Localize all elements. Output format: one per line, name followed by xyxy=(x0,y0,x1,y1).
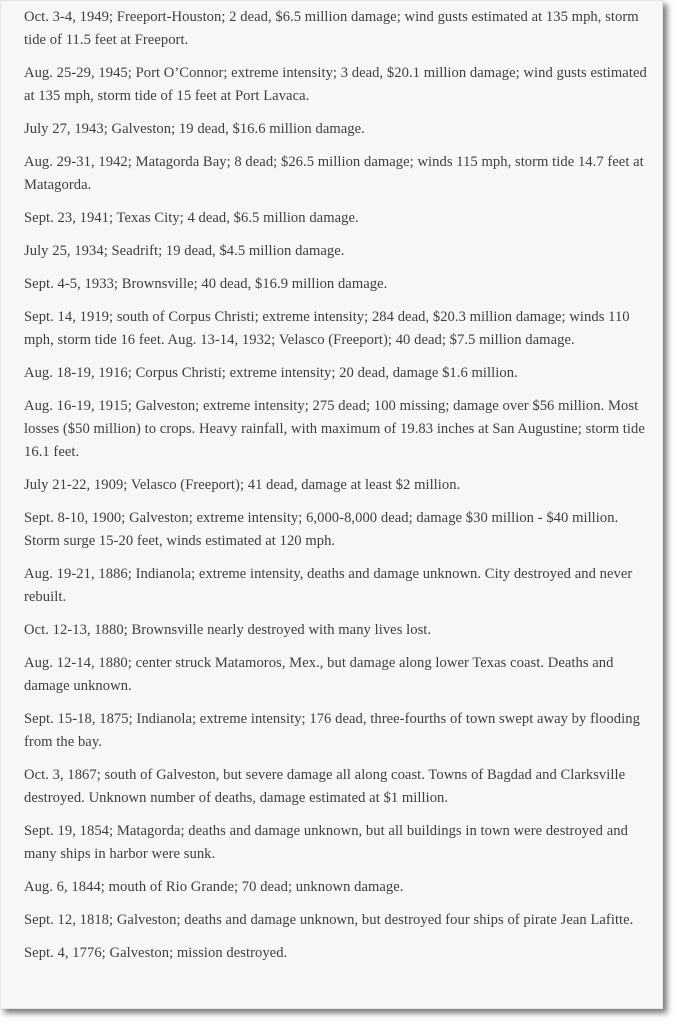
hurricane-entry: Sept. 23, 1941; Texas City; 4 dead, $6.5 million damage. xyxy=(24,210,359,226)
hurricane-entry: Aug. 12-14, 1880; center struck Matamoros, Mex., but damage along lower Texas coast. Deaths and damage unknown. xyxy=(24,655,614,694)
hurricane-entry: Sept. 14, 1919; south of Corpus Christi; extreme intensity; 284 dead, $20.3 million damage; winds 110 mph, storm tide 16 feet. Aug. 13-14, 1932; Velasco (Freeport); 40 dead; $7.5 million damage. xyxy=(24,309,630,348)
hurricane-entry: Sept. 8-10, 1900; Galveston; extreme intensity; 6,000-8,000 dead; damage $30 million - $40 million. Storm surge 15-20 feet, winds estimated at 120 mph. xyxy=(24,510,619,549)
hurricane-entry: Oct. 3, 1867; south of Galveston, but severe damage all along coast. Towns of Bagdad and Clarksville destroyed. Unknown number of deaths, damage estimated at $1 million. xyxy=(24,767,626,806)
hurricane-entry: Oct. 12-13, 1880; Brownsville nearly destroyed with many lives lost. xyxy=(24,622,432,638)
hurricane-entries xyxy=(24,6,652,975)
hurricane-entry: Aug. 29-31, 1942; Matagorda Bay; 8 dead; $26.5 million damage; winds 115 mph, storm tide 14.7 feet at Matagorda. xyxy=(24,154,644,193)
hurricane-entry: July 25, 1934; Seadrift; 19 dead, $4.5 million damage. xyxy=(24,243,345,259)
hurricane-entry: July 27, 1943; Galveston; 19 dead, $16.6 million damage. xyxy=(24,121,365,137)
hurricane-entry: Aug. 6, 1844; mouth of Rio Grande; 70 dead; unknown damage. xyxy=(24,879,404,895)
hurricane-entry: Aug. 18-19, 1916; Corpus Christi; extreme intensity; 20 dead, damage $1.6 million. xyxy=(24,365,518,381)
hurricane-entry: Aug. 19-21, 1886; Indianola; extreme intensity, deaths and damage unknown. City destroyed and never rebuilt. xyxy=(24,566,633,605)
hurricane-entry: Sept. 15-18, 1875; Indianola; extreme intensity; 176 dead, three-fourths of town swept away by flooding from the bay. xyxy=(24,711,640,750)
hurricane-entry: Sept. 4, 1776; Galveston; mission destroyed. xyxy=(24,945,288,961)
hurricane-entry: Sept. 4-5, 1933; Brownsville; 40 dead, $16.9 million damage. xyxy=(24,276,388,292)
hurricane-entry: Aug. 25-29, 1945; Port O’Connor; extreme intensity; 3 dead, $20.1 million damage; wind gusts estimated at 135 mph, storm tide of 15 feet at Port Lavaca. xyxy=(24,65,647,104)
hurricane-entry: Sept. 12, 1818; Galveston; deaths and damage unknown, but destroyed four ships of pirate Jean Lafitte. xyxy=(24,912,634,928)
hurricane-entry: Oct. 3-4, 1949; Freeport-Houston; 2 dead, $6.5 million damage; wind gusts estimated at 135 mph, storm tide of 11.5 feet at Freeport. xyxy=(24,9,639,48)
hurricane-entry: Aug. 16-19, 1915; Galveston; extreme intensity; 275 dead; 100 missing; damage over $56 million. Most losses ($50 million) to crops. Heavy rainfall, with maximum of 19.83 inches at San Augustine; storm tide 16.1 feet. xyxy=(24,398,645,460)
hurricane-entry: Sept. 19, 1854; Matagorda; deaths and damage unknown, but all buildings in town were destroyed and many ships in harbor were sunk. xyxy=(24,823,628,862)
hurricane-entry: July 21-22, 1909; Velasco (Freeport); 41 dead, damage at least $2 million. xyxy=(24,477,461,493)
